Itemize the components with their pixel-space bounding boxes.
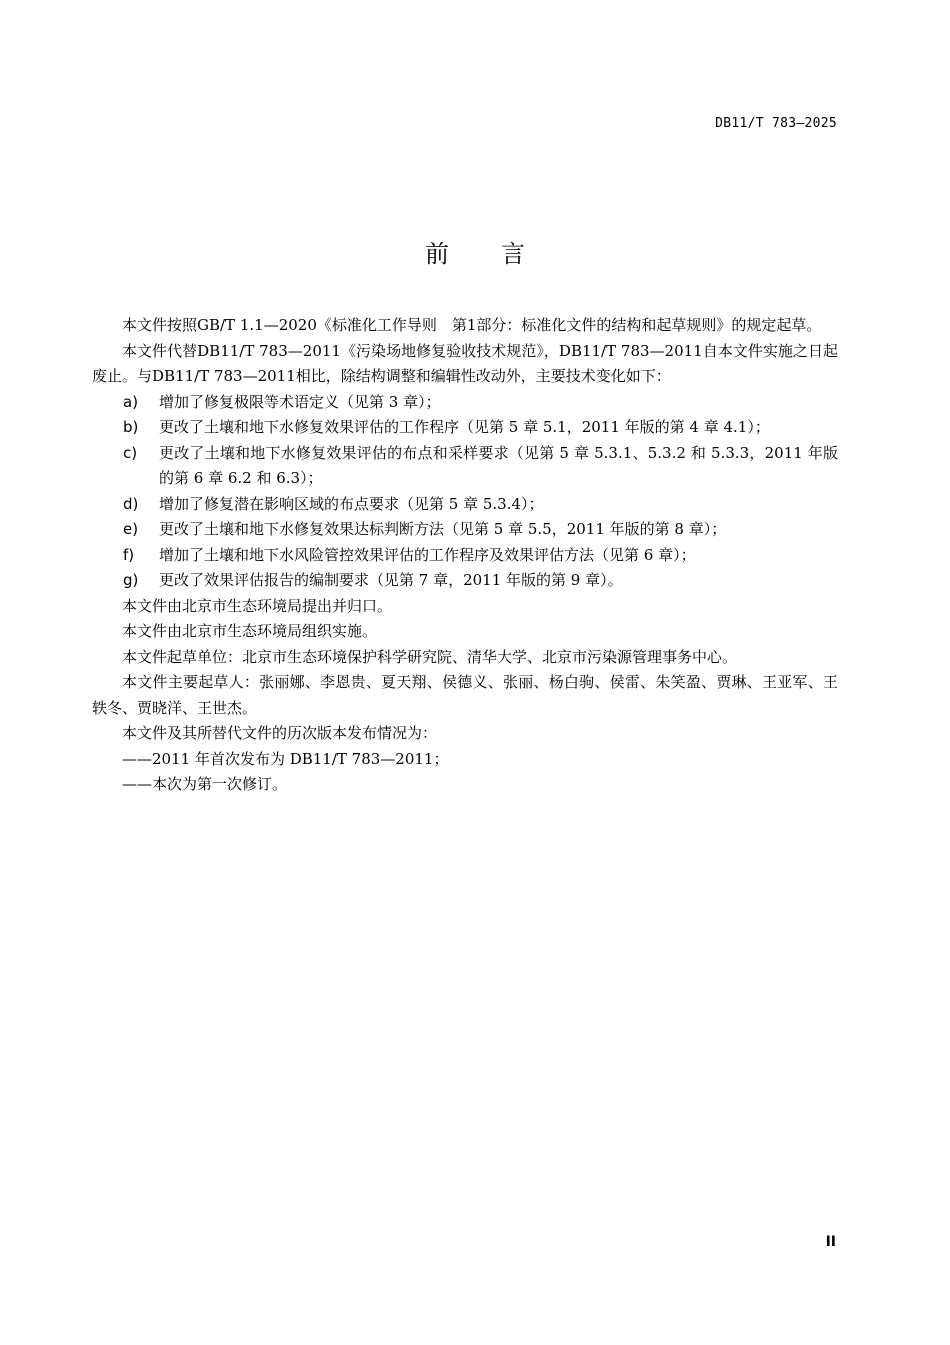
page-title: 前言	[425, 240, 577, 268]
list-marker: f)	[123, 545, 135, 564]
list-item-text: 更改了效果评估报告的编制要求（见第 7 章，2011 年版的第 9 章）。	[159, 571, 623, 589]
paragraph-implementer: 本文件由北京市生态环境局组织实施。	[122, 622, 378, 640]
list-item	[92, 441, 838, 492]
list-item	[92, 415, 838, 441]
list-item	[92, 492, 838, 518]
list-item	[92, 517, 838, 543]
changes-list	[92, 390, 838, 594]
paragraph-replacement: 本文件代替DB11/T 783—2011《污染场地修复验收技术规范》，DB11/T 783—2011自本文件实施之日起废止。与DB11/T 783—2011相比，除结构调整和编辑性改动外，主要技术变化如下：	[92, 341, 838, 385]
list-item-text: 更改了土壤和地下水修复效果达标判断方法（见第 5 章 5.5，2011 年版的第 8 章）；	[159, 520, 727, 538]
paragraph-history-first: ——2011 年首次发布为 DB11/T 783—2011；	[122, 749, 449, 768]
list-marker: c)	[123, 443, 138, 462]
list-item-text: 更改了土壤和地下水修复效果评估的布点和采样要求（见第 5 章 5.3.1、5.3.2 和 5.3.3，2011 年版的第 6 章 6.2 和 6.3）；	[159, 443, 838, 487]
list-item-text: 更改了土壤和地下水修复效果评估的工作程序（见第 5 章 5.1，2011 年版的第 4 章 4.1）；	[159, 418, 770, 436]
list-marker: d)	[123, 494, 139, 513]
paragraph-drafting-units: 本文件起草单位：北京市生态环境保护科学研究院、清华大学、北京市污染源管理事务中心。	[122, 647, 738, 666]
list-item-text: 增加了土壤和地下水风险管控效果评估的工作程序及效果评估方法（见第 6 章）；	[159, 545, 696, 564]
paragraph-proposer: 本文件由北京市生态环境局提出并归口。	[122, 596, 393, 615]
list-marker: a)	[123, 392, 139, 411]
foreword-body	[92, 313, 838, 798]
list-marker: e)	[123, 520, 139, 538]
paragraph-version-history: 本文件及其所替代文件的历次版本发布情况为：	[122, 724, 438, 742]
list-item-text: 增加了修复极限等术语定义（见第 3 章）；	[159, 392, 441, 411]
list-item	[92, 543, 838, 569]
paragraph-drafters: 本文件主要起草人：张丽娜、李恩贵、夏天翔、侯德义、张丽、杨白驹、侯雷、朱笑盈、贾琳、王亚军、王轶冬、贾晓洋、王世杰。	[92, 673, 838, 717]
list-item-text: 增加了修复潜在影响区域的布点要求（见第 5 章 5.3.4）；	[159, 494, 544, 513]
list-marker: g)	[123, 571, 139, 589]
paragraph-history-current: ——本次为第一次修订。	[122, 775, 288, 793]
list-item	[92, 568, 838, 594]
page-number: II	[825, 1234, 836, 1250]
document-code: DB11/T 783—2025	[715, 116, 837, 131]
list-item	[92, 390, 838, 416]
paragraph-drafting-basis: 本文件按照GB/T 1.1—2020《标准化工作导则 第1部分：标准化文件的结构和起草规则》的规定起草。	[122, 316, 822, 334]
list-marker: b)	[123, 418, 139, 436]
